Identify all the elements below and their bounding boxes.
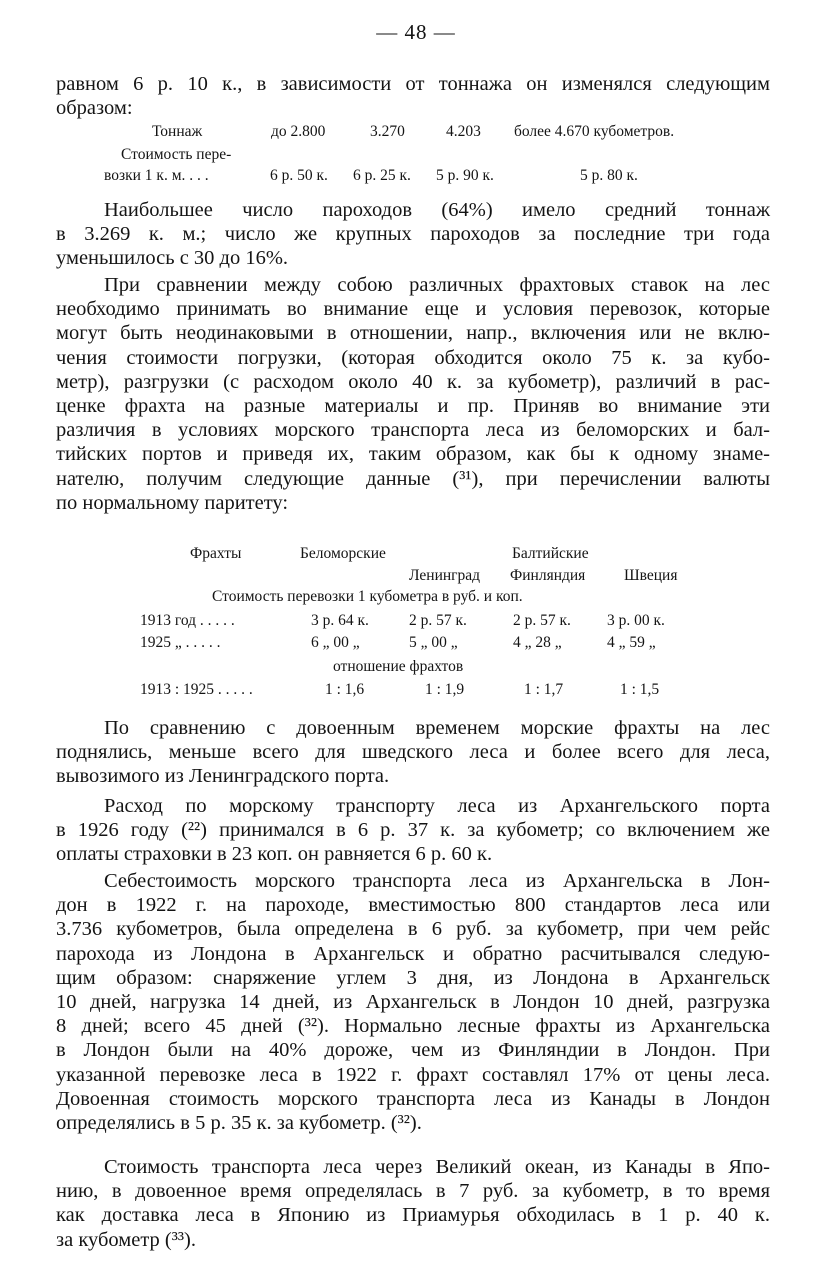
text-line: Наибольшее число пароходов (64%) имело средний тоннаж [104, 199, 770, 221]
paragraph-comparison [56, 273, 770, 515]
table-cell: 6 р. 25 к. [353, 167, 411, 184]
table-cell: 4 „ 28 „ [513, 634, 562, 651]
table-header-sweden: Швеция [624, 567, 678, 584]
text-line: как доставка леса в Японию из Приамурья обходилась в 1 р. 40 к. [56, 1204, 770, 1227]
table-cell: 6 „ 00 „ [311, 634, 360, 651]
table-header-cell: 3.270 [370, 123, 405, 140]
text-line: тийских портов и приведя их, таким образом, как бы к одному знаме- [56, 443, 770, 466]
paragraph-prewar [56, 716, 770, 789]
table-cell: 2 р. 57 к. [409, 612, 467, 629]
text-line: Довоенная стоимость морского транспорта леса из Канады в Лондон [56, 1087, 770, 1110]
table-row-label-ratio: 1913 : 1925 . . . . . [140, 681, 253, 698]
table-cell: 2 р. 57 к. [513, 612, 571, 629]
text-line: указанной перевозке леса в 1922 г. фрахт составлял 17% от цены леса. [56, 1063, 770, 1086]
text-line: 10 дней, нагрузка 14 дней, из Архангельск в Лондон 10 дней, разгрузка [56, 990, 770, 1013]
table-header-cell: до 2.800 [271, 123, 326, 140]
text-line: По сравнению с довоенным временем морские фрахты на лес [104, 717, 770, 739]
table-header-leningrad: Ленинград [409, 567, 481, 584]
text-line: парохода из Лондона в Архангельск и обратно расчитывался следую- [56, 942, 770, 965]
text-line: ценке фрахта на разные материалы и пр. Приняв во внимание эти [56, 394, 770, 417]
text-line: 8 дней; всего 45 дней (³²). Нормально лесные фрахты из Архангельска [56, 1015, 770, 1038]
paragraph-london [56, 869, 770, 1135]
text-line: чения стоимости погрузки, (которая обходится около 75 к. за кубо- [56, 346, 770, 369]
table-header-finland: Финляндия [510, 567, 586, 584]
table-ratio-title: отношение фрахтов [333, 658, 464, 675]
text-line: уменьшилось с 30 до 16%. [56, 247, 289, 270]
text-line: оплаты страховки в 23 коп. он равняется 6 р. 60 к. [56, 843, 493, 866]
text-line: щим образом: снаряжение углем 3 дня, из Лондона в Архангельск [56, 966, 770, 989]
table-cell: 5 р. 90 к. [436, 167, 494, 184]
table-cell: 1 : 1,9 [425, 681, 465, 698]
table-cell: 1 : 1,7 [524, 681, 564, 698]
table-cell: 1 : 1,6 [325, 681, 365, 698]
text-line: нию, в довоенное время определялась в 7 руб. за кубометр, в то время [56, 1180, 770, 1203]
text-line: поднялись, меньше всего для шведского леса и более всего для леса, [56, 741, 770, 764]
table-header-baltic: Балтийские [512, 545, 589, 562]
text-line: образом: [56, 97, 133, 120]
table-row-label-1913: 1913 год . . . . . [140, 612, 235, 629]
table-cell: 3 р. 00 к. [607, 612, 665, 629]
table-header-cell: более 4.670 кубометров. [514, 123, 675, 140]
text-line: Расход по морскому транспорту леса из Архангельского порта [104, 795, 770, 817]
table-cell: 4 „ 59 „ [607, 634, 656, 651]
text-line: вывозимого из Ленинградского порта. [56, 765, 390, 788]
table-subtitle: Стоимость перевозки 1 кубометра в руб. и коп. [212, 588, 523, 605]
paragraph-pacific [56, 1155, 770, 1252]
paragraph-tonnage [56, 198, 770, 271]
text-line: метр), разгрузки (с расходом около 40 к. за кубометр), различий в рас- [56, 370, 770, 393]
table-cell: 5 „ 00 „ [409, 634, 458, 651]
table-row-label: Стоимость пере- [121, 146, 232, 163]
text-line: по нормальному паритету: [56, 491, 289, 514]
paragraph-intro [56, 72, 770, 120]
text-line: нателю, получим следующие данные (³¹), при перечислении валюты [56, 467, 770, 490]
table-cell: 1 : 1,5 [620, 681, 660, 698]
page-number: — 48 — [376, 20, 456, 44]
table-header-freights: Фрахты [190, 545, 242, 562]
text-line: При сравнении между собою различных фрахтовых ставок на лес [104, 274, 770, 296]
text-line: Стоимость транспорта леса через Великий океан, из Канады в Япо- [104, 1156, 770, 1178]
paragraph-arkhangelsk-cost [56, 794, 770, 867]
text-line: могут быть неодинаковыми в отношении, напр., включения или не вклю- [56, 322, 770, 345]
table-row-label-1925: 1925 „ . . . . . [140, 634, 221, 651]
table-header-white-sea: Беломорские [300, 545, 386, 562]
text-line: Себестоимость морского транспорта леса из Архангельска в Лон- [104, 870, 770, 892]
table-header-tonnage: Тоннаж [152, 123, 203, 140]
text-line: дон в 1922 г. на пароходе, вместимостью 800 стандартов леса или [56, 894, 770, 917]
text-line: за кубометр (³³). [56, 1228, 196, 1251]
text-line: 3.736 кубометров, была определена в 6 руб. за кубометр, при чем рейс [56, 918, 770, 941]
text-line: различия в условиях морского транспорта леса из беломорских и бал- [56, 419, 770, 442]
table-row-label: возки 1 к. м. . . . [104, 167, 209, 184]
text-line: равном 6 р. 10 к., в зависимости от тоннажа он изменялся следующим [56, 73, 770, 95]
text-line: определялись в 5 р. 35 к. за кубометр. (³²). [56, 1111, 422, 1134]
text-line: в Лондон были на 40% дороже, чем из Финляндии в Лондон. При [56, 1039, 770, 1062]
table-cell: 6 р. 50 к. [270, 167, 328, 184]
text-line: необходимо принимать во внимание еще и условия перевозок, которые [56, 298, 770, 321]
text-line: в 3.269 к. м.; число же крупных пароходов за последние три года [56, 223, 770, 246]
table-header-cell: 4.203 [446, 123, 481, 140]
text-line: в 1926 году (²²) принимался в 6 р. 37 к. за кубометр; со включением же [56, 819, 770, 842]
table-cell: 3 р. 64 к. [311, 612, 369, 629]
table-cell: 5 р. 80 к. [580, 167, 638, 184]
